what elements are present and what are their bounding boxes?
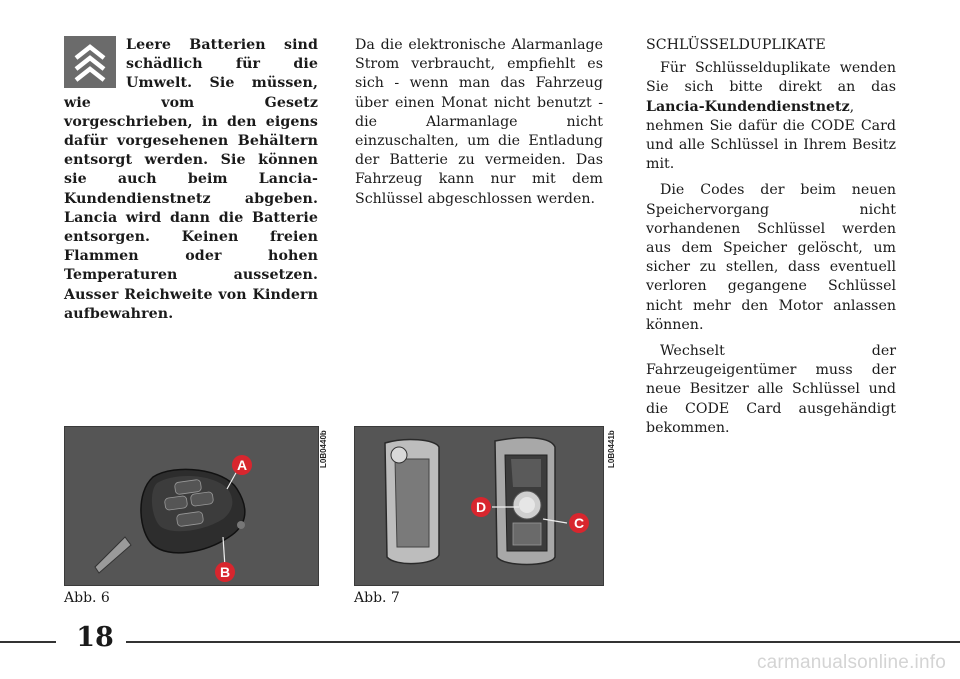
section-heading: SCHLÜSSELDUPLIKATE <box>646 37 826 53</box>
figure-6-caption: Abb. 6 <box>64 590 110 606</box>
figure-6-key <box>64 426 319 586</box>
footer-rule-right <box>126 641 960 643</box>
duplicates-paragraph-3: Wechselt der Fahrzeugeigentümer muss der neue Besitzer alle Schlüssel und die CODE Card ausgehändigt bekommen. <box>646 343 896 436</box>
opened-key-illustration <box>355 427 604 586</box>
watermark: carmanualsonline.info <box>756 652 946 673</box>
p1-bold-service: Lancia-Kundendienstnetz <box>646 98 850 115</box>
footer-rule-left <box>0 641 56 643</box>
p1-text-start: Für Schlüsselduplikate wenden Sie sich bitte direkt an das <box>646 60 896 96</box>
alarm-note <box>355 36 603 209</box>
label-b: B <box>219 564 231 580</box>
alarm-text: Da die elektronische Alarmanlage Strom verbraucht, empfiehlt es sich - wenn man das Fahrzeug über einen Monat nicht benutzt - die Alarmanlage nicht einzuschalten, um die Entladung der Batterie zu vermeiden. Das Fahrzeug kann nur mit dem Schlüssel abgeschlossen werden. <box>355 37 603 207</box>
label-d: D <box>475 499 487 515</box>
warning-chevron-icon <box>64 36 116 88</box>
figure-7-caption: Abb. 7 <box>354 590 400 606</box>
battery-warning <box>64 36 318 324</box>
figure-6-code: L0B0440b <box>319 430 328 468</box>
duplicates-paragraph-1 <box>646 59 896 174</box>
duplicates-paragraph-2: Die Codes der beim neuen Speichervorgang nicht vorhandenen Schlüssel werden aus dem Speicher gelöscht, um sicher zu stellen, dass eventuell verloren gegangene Schlüssel nicht mehr den Motor anlassen können. <box>646 182 896 333</box>
label-a: A <box>236 457 248 473</box>
label-c: C <box>573 515 585 531</box>
figure-7-code: L0B0441b <box>607 430 616 468</box>
key-duplicates-section <box>646 36 896 445</box>
page-number: 18 <box>76 622 114 653</box>
key-fob-illustration <box>65 427 319 586</box>
figure-7-key-open <box>354 426 604 586</box>
warning-text: Leere Batterien sind schädlich für die Umwelt. Sie müssen, wie vom Gesetz vorgeschrieben, in den eigens dafür vorgesehenen Behältern entsorgt werden. Sie können sie auch beim Lancia-Kundendienstnetz abgeben. Lancia wird dann die Batterie entsorgen. Keinen freien Flammen oder hohen Temperaturen aussetzen. Ausser Reichweite von Kindern aufbewahren. <box>64 37 318 322</box>
p1-text-end: , nehmen Sie dafür die CODE Card und alle Schlüssel in Ihrem Besitz mit. <box>646 98 896 173</box>
